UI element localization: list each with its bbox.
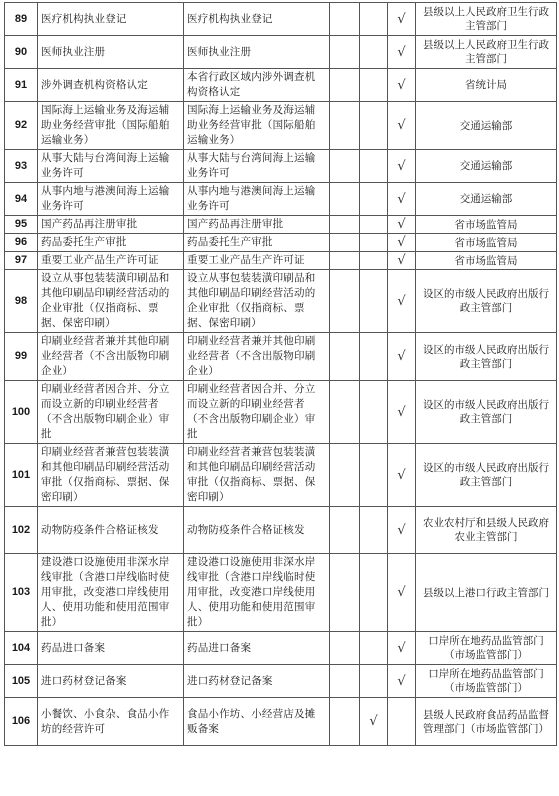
sub-item-name: 印刷业经营者兼并其他印刷业经营者（不含出版物印刷企业）	[184, 333, 330, 381]
table-row	[5, 36, 557, 69]
item-name: 重要工业产品生产许可证	[38, 252, 184, 270]
check-cell-1	[330, 554, 360, 632]
check-cell-3: √	[388, 507, 416, 554]
responsible-department: 省市场监管局	[416, 252, 557, 270]
item-name: 进口药材登记备案	[38, 665, 184, 698]
item-name: 药品委托生产审批	[38, 234, 184, 252]
responsible-department: 交通运输部	[416, 150, 557, 183]
check-cell-3: √	[388, 150, 416, 183]
sub-item-name: 重要工业产品生产许可证	[184, 252, 330, 270]
check-cell-3: √	[388, 234, 416, 252]
item-number: 90	[5, 36, 38, 69]
check-cell-3: √	[388, 69, 416, 102]
table-row	[5, 554, 557, 632]
check-cell-3: √	[388, 554, 416, 632]
table-row	[5, 698, 557, 746]
responsible-department: 设区的市级人民政府出版行政主管部门	[416, 381, 557, 444]
responsible-department: 交通运输部	[416, 183, 557, 216]
check-cell-2	[360, 234, 388, 252]
check-cell-1	[330, 333, 360, 381]
sub-item-name: 动物防疫条件合格证核发	[184, 507, 330, 554]
table-row	[5, 665, 557, 698]
item-name: 印刷业经营者兼并其他印刷业经营者（不含出版物印刷企业）	[38, 333, 184, 381]
item-number: 101	[5, 444, 38, 507]
responsible-department: 设区的市级人民政府出版行政主管部门	[416, 270, 557, 333]
table-row	[5, 183, 557, 216]
check-cell-3: √	[388, 102, 416, 150]
check-cell-1	[330, 183, 360, 216]
check-cell-3: √	[388, 444, 416, 507]
item-name: 国产药品再注册审批	[38, 216, 184, 234]
table-row	[5, 632, 557, 665]
item-name: 从事大陆与台湾间海上运输业务许可	[38, 150, 184, 183]
responsible-department: 县级以上人民政府卫生行政主管部门	[416, 36, 557, 69]
item-number: 99	[5, 333, 38, 381]
table-row	[5, 69, 557, 102]
sub-item-name: 设立从事包装装潢印刷品和其他印刷品印刷经营活动的企业审批（仅指商标、票据、保密印刷）	[184, 270, 330, 333]
check-cell-1	[330, 698, 360, 746]
sub-item-name: 药品进口备案	[184, 632, 330, 665]
check-cell-3: √	[388, 665, 416, 698]
check-cell-3: √	[388, 252, 416, 270]
item-number: 89	[5, 3, 38, 36]
responsible-department: 设区的市级人民政府出版行政主管部门	[416, 333, 557, 381]
table-row	[5, 444, 557, 507]
check-cell-3: √	[388, 3, 416, 36]
item-number: 91	[5, 69, 38, 102]
check-cell-3: √	[388, 333, 416, 381]
item-name: 印刷业经营者兼营包装装潢和其他印刷品印刷经营活动审批（仅指商标、票据、保密印刷）	[38, 444, 184, 507]
responsible-department: 县级以上人民政府卫生行政主管部门	[416, 3, 557, 36]
item-number: 98	[5, 270, 38, 333]
item-number: 95	[5, 216, 38, 234]
sub-item-name: 从事内地与港澳间海上运输业务许可	[184, 183, 330, 216]
table-row	[5, 216, 557, 234]
sub-item-name: 医疗机构执业登记	[184, 3, 330, 36]
responsible-department: 省统计局	[416, 69, 557, 102]
responsible-department: 农业农村厅和县级人民政府农业主管部门	[416, 507, 557, 554]
table-row	[5, 102, 557, 150]
check-cell-2	[360, 381, 388, 444]
item-name: 动物防疫条件合格证核发	[38, 507, 184, 554]
check-cell-1	[330, 102, 360, 150]
sub-item-name: 医师执业注册	[184, 36, 330, 69]
check-cell-2	[360, 36, 388, 69]
check-cell-2: √	[360, 698, 388, 746]
responsible-department: 口岸所在地药品监管部门（市场监管部门）	[416, 632, 557, 665]
sub-item-name: 药品委托生产审批	[184, 234, 330, 252]
check-cell-1	[330, 270, 360, 333]
check-cell-2	[360, 554, 388, 632]
item-number: 105	[5, 665, 38, 698]
table-row	[5, 270, 557, 333]
check-cell-1	[330, 507, 360, 554]
check-cell-1	[330, 216, 360, 234]
check-cell-2	[360, 3, 388, 36]
check-cell-2	[360, 69, 388, 102]
check-cell-2	[360, 507, 388, 554]
check-cell-1	[330, 381, 360, 444]
item-name: 印刷业经营者因合并、分立而设立新的印刷业经营者（不含出版物印刷企业）审批	[38, 381, 184, 444]
sub-item-name: 国际海上运输业务及海运辅助业务经营审批（国际船舶运输业务）	[184, 102, 330, 150]
check-cell-1	[330, 252, 360, 270]
table-row	[5, 381, 557, 444]
sub-item-name: 从事大陆与台湾间海上运输业务许可	[184, 150, 330, 183]
table-row	[5, 234, 557, 252]
check-cell-2	[360, 444, 388, 507]
sub-item-name: 进口药材登记备案	[184, 665, 330, 698]
sub-item-name: 本省行政区域内涉外调查机构资格认定	[184, 69, 330, 102]
check-cell-1	[330, 36, 360, 69]
responsible-department: 省市场监管局	[416, 216, 557, 234]
item-number: 106	[5, 698, 38, 746]
table-row	[5, 252, 557, 270]
table-body	[5, 3, 557, 746]
item-number: 97	[5, 252, 38, 270]
responsible-department: 设区的市级人民政府出版行政主管部门	[416, 444, 557, 507]
check-cell-3: √	[388, 270, 416, 333]
check-cell-1	[330, 665, 360, 698]
check-cell-1	[330, 150, 360, 183]
item-name: 从事内地与港澳间海上运输业务许可	[38, 183, 184, 216]
check-cell-2	[360, 632, 388, 665]
item-name: 药品进口备案	[38, 632, 184, 665]
check-cell-3: √	[388, 183, 416, 216]
check-cell-2	[360, 102, 388, 150]
item-number: 104	[5, 632, 38, 665]
check-cell-3: √	[388, 632, 416, 665]
sub-item-name: 建设港口设施使用非深水岸线审批（含港口岸线临时使用审批，改变港口岸线使用人、使用功能和使用范围审批）	[184, 554, 330, 632]
check-cell-2	[360, 183, 388, 216]
responsible-department: 省市场监管局	[416, 234, 557, 252]
check-cell-3: √	[388, 216, 416, 234]
responsible-department: 县级人民政府食品药品监督管理部门（市场监管部门）	[416, 698, 557, 746]
check-cell-3: √	[388, 36, 416, 69]
item-name: 医疗机构执业登记	[38, 3, 184, 36]
table-row	[5, 3, 557, 36]
item-name: 国际海上运输业务及海运辅助业务经营审批（国际船舶运输业务）	[38, 102, 184, 150]
item-name: 设立从事包装装潢印刷品和其他印刷品印刷经营活动的企业审批（仅指商标、票据、保密印刷）	[38, 270, 184, 333]
item-name: 涉外调查机构资格认定	[38, 69, 184, 102]
check-cell-1	[330, 444, 360, 507]
check-cell-2	[360, 216, 388, 234]
check-cell-3: √	[388, 381, 416, 444]
table-row	[5, 333, 557, 381]
sub-item-name: 印刷业经营者因合并、分立而设立新的印刷业经营者（不含出版物印刷企业）审批	[184, 381, 330, 444]
item-number: 94	[5, 183, 38, 216]
item-number: 102	[5, 507, 38, 554]
check-cell-1	[330, 69, 360, 102]
sub-item-name: 国产药品再注册审批	[184, 216, 330, 234]
responsible-department: 交通运输部	[416, 102, 557, 150]
check-cell-2	[360, 252, 388, 270]
check-cell-2	[360, 150, 388, 183]
item-number: 93	[5, 150, 38, 183]
approval-items-table	[4, 2, 557, 746]
item-name: 医师执业注册	[38, 36, 184, 69]
check-cell-2	[360, 665, 388, 698]
check-cell-1	[330, 3, 360, 36]
responsible-department: 县级以上港口行政主管部门	[416, 554, 557, 632]
check-cell-1	[330, 632, 360, 665]
item-number: 100	[5, 381, 38, 444]
table-row	[5, 507, 557, 554]
responsible-department: 口岸所在地药品监管部门（市场监管部门）	[416, 665, 557, 698]
table-row	[5, 150, 557, 183]
item-name: 小餐饮、小食杂、食品小作坊的经营许可	[38, 698, 184, 746]
item-number: 103	[5, 554, 38, 632]
check-cell-1	[330, 234, 360, 252]
check-cell-2	[360, 270, 388, 333]
check-cell-3	[388, 698, 416, 746]
sub-item-name: 印刷业经营者兼营包装装潢和其他印刷品印刷经营活动审批（仅指商标、票据、保密印刷）	[184, 444, 330, 507]
item-name: 建设港口设施使用非深水岸线审批（含港口岸线临时使用审批，改变港口岸线使用人、使用功能和使用范围审批）	[38, 554, 184, 632]
check-cell-2	[360, 333, 388, 381]
item-number: 96	[5, 234, 38, 252]
sub-item-name: 食品小作坊、小经营店及摊贩备案	[184, 698, 330, 746]
item-number: 92	[5, 102, 38, 150]
